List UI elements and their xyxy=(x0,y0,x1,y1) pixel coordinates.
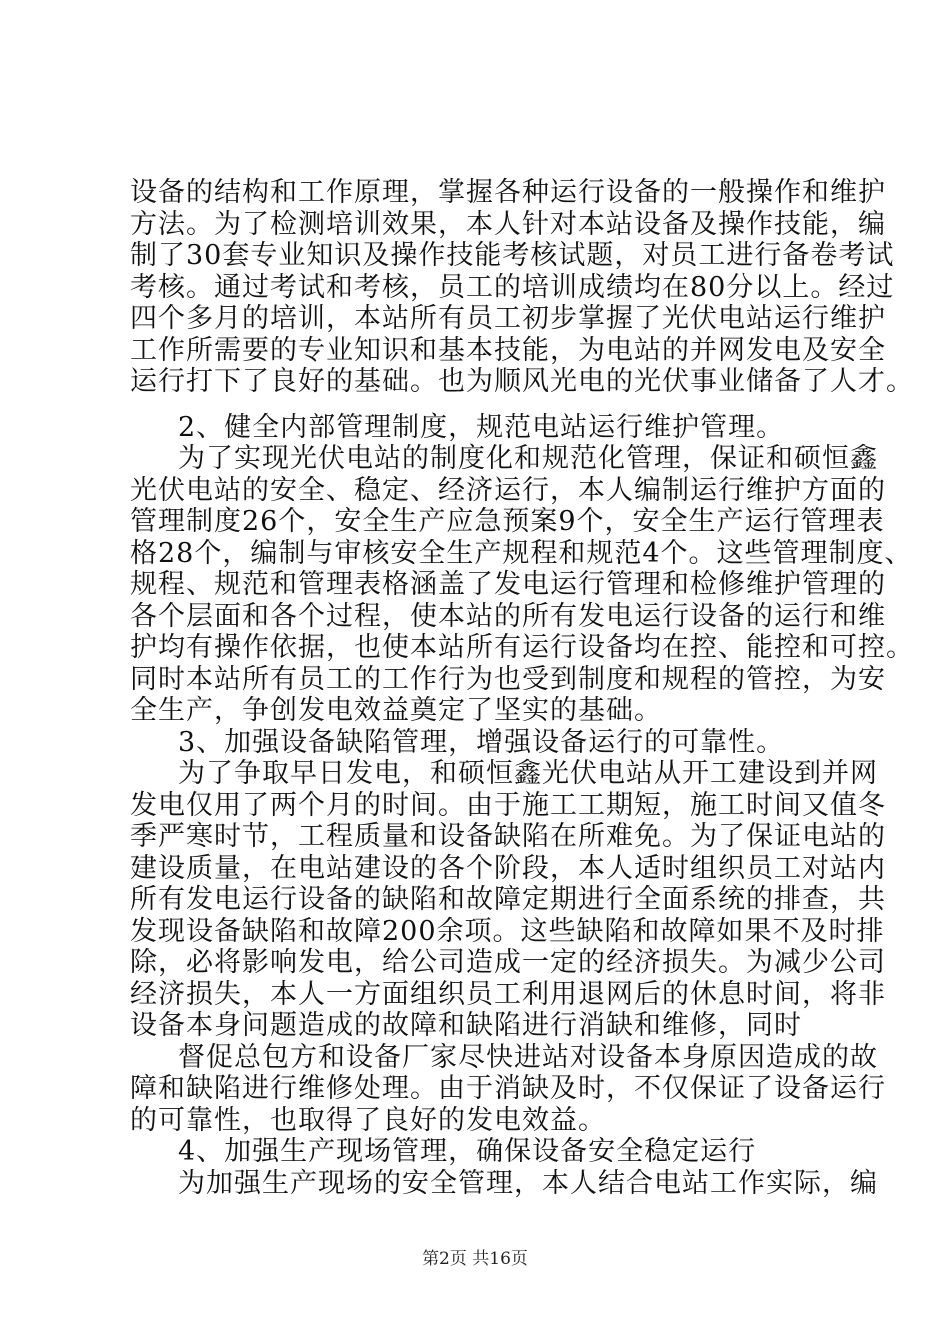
text-line: 发电仅用了两个月的时间。由于施工工期短，施工时间又值冬 xyxy=(130,790,886,821)
text-line: 规程、规范和管理表格涵盖了发电运行管理和检修维护管理的 xyxy=(130,569,886,600)
text-line: 障和缺陷进行维修处理。由于消缺及时，不仅保证了设备运行 xyxy=(130,1073,886,1104)
section-heading: 3、加强设备缺陷管理，增强设备运行的可靠性。 xyxy=(178,727,785,758)
text-line: 设备本身问题造成的故障和缺陷进行消缺和维修，同时 xyxy=(130,1010,802,1041)
section-heading: 4、加强生产现场管理，确保设备安全稳定运行 xyxy=(178,1136,757,1167)
section-heading: 2、健全内部管理制度，规范电站运行维护管理。 xyxy=(178,412,785,443)
text-line: 运行打下了良好的基础。也为顺风光电的光伏事业储备了人才。 xyxy=(130,366,914,397)
text-line: 制了30套专业知识及操作技能考核试题，对员工进行备卷考试 xyxy=(130,240,895,271)
text-line: 为了争取早日发电，和硕恒鑫光伏电站从开工建设到并网 xyxy=(178,758,878,789)
text-line: 季严寒时节，工程质量和设备缺陷在所难免。为了保证电站的 xyxy=(130,821,886,852)
text-line: 发现设备缺陷和故障200余项。这些缺陷和故障如果不及时排 xyxy=(130,916,885,947)
page-number: 第2页 共16页 xyxy=(422,1249,528,1269)
text-line: 四个多月的培训，本站所有员工初步掌握了光伏电站运行维护 xyxy=(130,303,886,334)
text-line: 建设质量，在电站建设的各个阶段，本人适时组织员工对站内 xyxy=(130,853,886,884)
text-line: 工作所需要的专业知识和基本技能，为电站的并网发电及安全 xyxy=(130,335,886,366)
text-line: 除，必将影响发电，给公司造成一定的经济损失。为减少公司 xyxy=(130,947,886,978)
text-line: 护均有操作依据，也使本站所有运行设备均在控、能控和可控。 xyxy=(130,632,914,663)
text-line: 同时本站所有员工的工作行为也受到制度和规程的管控，为安 xyxy=(130,664,886,695)
text-line: 格28个，编制与审核安全生产规程和规范4个。这些管理制度、 xyxy=(130,538,913,569)
text-line: 的可靠性，也取得了良好的发电效益。 xyxy=(130,1105,606,1136)
text-line: 考核。通过考试和考核，员工的培训成绩均在80分以上。经过 xyxy=(130,272,895,303)
text-line: 方法。为了检测培训效果，本人针对本站设备及操作技能，编 xyxy=(130,209,886,240)
text-line: 光伏电站的安全、稳定、经济运行，本人编制运行维护方面的 xyxy=(130,475,886,506)
text-line: 为了实现光伏电站的制度化和规范化管理，保证和硕恒鑫 xyxy=(178,443,878,474)
text-line: 各个层面和各个过程，使本站的所有发电运行设备的运行和维 xyxy=(130,601,886,632)
text-line: 督促总包方和设备厂家尽快进站对设备本身原因造成的故 xyxy=(178,1042,878,1073)
text-line: 设备的结构和工作原理，掌握各种运行设备的一般操作和维护 xyxy=(130,177,886,208)
text-line: 全生产，争创发电效益奠定了坚实的基础。 xyxy=(130,695,662,726)
text-line: 管理制度26个，安全生产应急预案9个，安全生产运行管理表 xyxy=(130,506,885,537)
text-line: 为加强生产现场的安全管理，本人结合电站工作实际，编 xyxy=(178,1168,878,1199)
text-line: 经济损失，本人一方面组织员工利用退网后的休息时间，将非 xyxy=(130,979,886,1010)
text-line: 所有发电运行设备的缺陷和故障定期进行全面系统的排查，共 xyxy=(130,884,886,915)
